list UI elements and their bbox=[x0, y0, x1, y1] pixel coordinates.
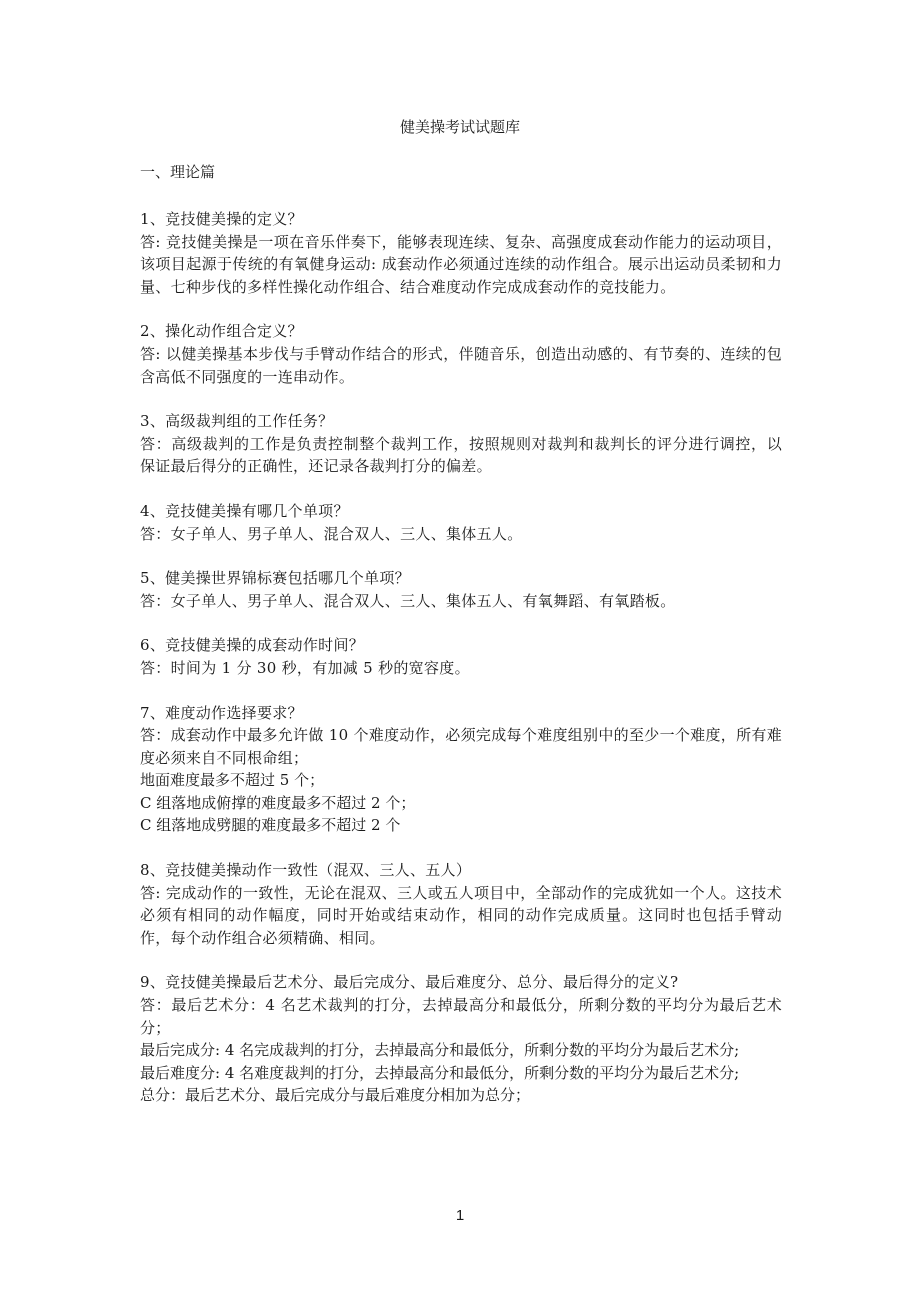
answer-text: 答：时间为 1 分 30 秒，有加减 5 秒的宽容度。 bbox=[140, 658, 470, 677]
qa-item-3 bbox=[140, 410, 782, 478]
answer-text: 答：女子单人、男子单人、混合双人、三人、集体五人、有氧舞蹈、有氧踏板。 bbox=[140, 591, 676, 610]
qa-list bbox=[140, 208, 782, 1129]
question-text: 5、健美操世界锦标赛包括哪几个单项？ bbox=[140, 569, 410, 588]
question-text: 7、难度动作选择要求？ bbox=[140, 703, 303, 722]
answer-text: 答: 竞技健美操是一项在音乐伴奏下，能够表现连续、复杂、高强度成套动作能力的运动项目，该项目起源于传统的有氧健身运动: 成套动作必须通过连续的动作组合。展示出运动员柔韧和力量、七种步伐的多样性操化动作组合、结合难度动作完成成套动作的竞技能力。 bbox=[140, 232, 782, 296]
answer-line: 最后完成分: 4 名完成裁判的打分，去掉最高分和最低分，所剩分数的平均分为最后艺术分; bbox=[140, 1041, 740, 1060]
answer-text: 答：最后艺术分：4 名艺术裁判的打分，去掉最高分和最低分，所剩分数的平均分为最后艺术分； bbox=[140, 996, 782, 1037]
qa-item-4 bbox=[140, 500, 782, 545]
answer-text: 答：女子单人、男子单人、混合双人、三人、集体五人。 bbox=[140, 524, 523, 543]
qa-item-9 bbox=[140, 971, 782, 1107]
answer-text: 答：高级裁判的工作是负责控制整个裁判工作，按照规则对裁判和裁判长的评分进行调控，以保证最后得分的正确性，还记录各裁判打分的偏差。 bbox=[140, 434, 782, 476]
answer-text: 答: 完成动作的一致性，无论在混双、三人或五人项目中，全部动作的完成犹如一个人。这技术必须有相同的动作幅度，同时开始或结束动作，相同的动作完成质量。这同时也包括手臂动作，每个动作组合必须精确、相同。 bbox=[140, 883, 782, 947]
question-text: 1、竞技健美操的定义？ bbox=[140, 210, 303, 228]
answer-line: 最后难度分: 4 名难度裁判的打分，去掉最高分和最低分，所剩分数的平均分为最后艺术分; bbox=[140, 1063, 740, 1082]
answer-line: C 组落地成劈腿的难度最多不超过 2 个 bbox=[140, 816, 401, 835]
question-text: 6、竞技健美操的成套动作时间？ bbox=[140, 636, 365, 655]
answer-line: 总分：最后艺术分、最后完成分与最后难度分相加为总分； bbox=[140, 1086, 531, 1105]
page-number: 1 bbox=[455, 1207, 465, 1224]
qa-item-8 bbox=[140, 859, 782, 949]
answer-line: C 组落地成俯撑的难度最多不超过 2 个； bbox=[140, 793, 416, 812]
answer-text: 答：成套动作中最多允许做 10 个难度动作，必须完成每个难度组别中的至少一个难度，所有难度必须来自不同根命组； bbox=[140, 726, 782, 767]
question-text: 3、高级裁判组的工作任务？ bbox=[140, 412, 334, 431]
section-heading: 一、理论篇 bbox=[140, 163, 216, 181]
qa-item-1 bbox=[140, 208, 782, 298]
question-text: 9、竞技健美操最后艺术分、最后完成分、最后难度分、总分、最后得分的定义? bbox=[140, 973, 679, 992]
document-title: 健美操考试试题库 bbox=[399, 118, 520, 136]
qa-item-5 bbox=[140, 567, 782, 612]
answer-text: 答: 以健美操基本步伐与手臂动作结合的形式，伴随音乐，创造出动感的、有节奏的、连续的包含高低不同强度的一连串动作。 bbox=[140, 344, 782, 386]
question-text: 4、竞技健美操有哪几个单项？ bbox=[140, 501, 349, 520]
qa-item-7 bbox=[140, 702, 782, 838]
qa-item-6 bbox=[140, 634, 782, 679]
qa-item-2 bbox=[140, 320, 782, 388]
question-text: 2、操化动作组合定义？ bbox=[140, 322, 303, 341]
answer-line: 地面难度最多不超过 5 个； bbox=[140, 771, 325, 790]
question-text: 8、竞技健美操动作一致性（混双、三人、五人） bbox=[140, 861, 472, 880]
